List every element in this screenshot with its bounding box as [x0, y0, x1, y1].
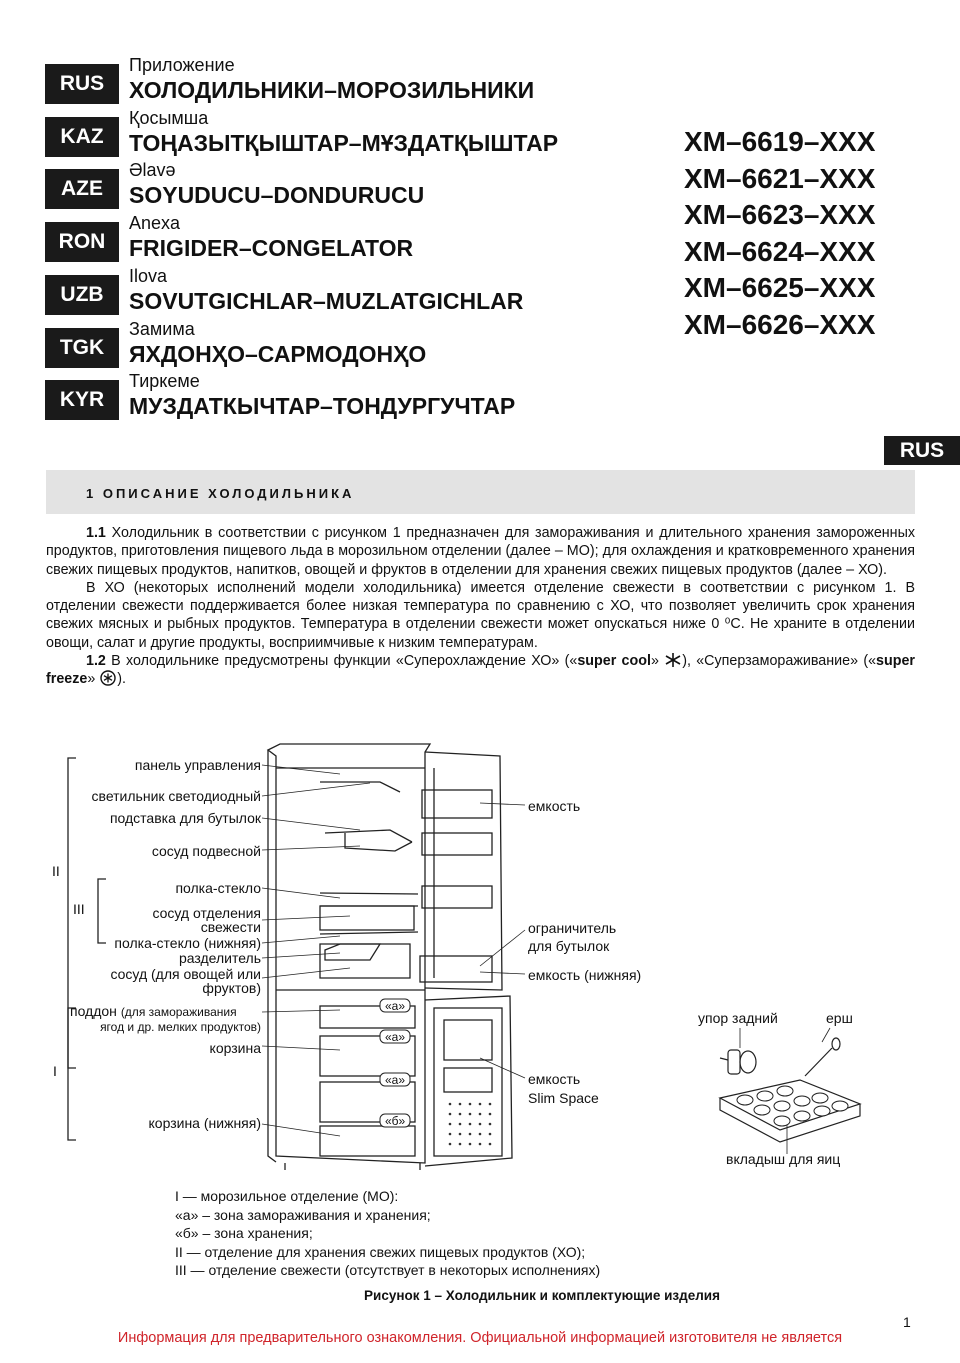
model-number: XM–6619–XXX: [684, 126, 876, 157]
lang-row-rus: [45, 57, 665, 107]
zone-tag: «а»: [385, 999, 406, 1013]
label-glass-shelf: полка-стекло: [175, 880, 261, 896]
clause-number: 1.2: [86, 653, 106, 670]
bracket-label-III: III: [73, 901, 85, 917]
lang-badge: RON: [45, 222, 119, 262]
lang-title: МУЗДАТКЫЧТАР–ТОНДУРГУЧТАР: [129, 393, 516, 419]
label-lower-glass-shelf: полка-стекло (нижняя): [114, 935, 261, 951]
label-control-panel: панель управления: [134, 757, 261, 773]
label-tray-text: поддон: [70, 1003, 117, 1019]
paragraph-1-2: [46, 652, 915, 689]
super-freeze-label: super freeze: [46, 653, 915, 688]
label-egg-tray: вкладыш для яиц: [726, 1151, 841, 1167]
label-bottle-holder: подставка для бутылок: [109, 810, 261, 826]
lang-badge: KYR: [45, 380, 119, 420]
paragraph-text: В холодильнике предусмотрены функции «Суперохлаждение ХО» («: [105, 653, 578, 670]
label-led-light: светильник светодиодный: [91, 788, 261, 804]
section-title: 1 ОПИСАНИЕ ХОЛОДИЛЬНИКА: [86, 486, 355, 501]
label-fresh-vessel: сосуд отделения: [152, 905, 261, 921]
lang-subtitle: Ilova: [129, 266, 168, 286]
model-number: XM–6621–XXX: [684, 162, 876, 194]
label-vegetable-vessel: сосуд (для овощей или: [110, 966, 261, 982]
legend-item: «б» – зона хранения;: [175, 1225, 313, 1241]
legend-item: I — морозильное отделение (МО):: [175, 1188, 399, 1204]
section-header: [46, 470, 915, 514]
label-lower-container: емкость (нижняя): [528, 967, 642, 983]
lang-row-kaz: [45, 110, 665, 160]
super-freeze-icon: [99, 670, 117, 686]
paragraph-1-1: [46, 524, 915, 579]
zone-tag: «а»: [385, 1073, 406, 1087]
lang-badge: RUS: [45, 64, 119, 104]
model-number: XM–6626–XXX: [684, 308, 876, 340]
label-fresh-vessel-2: свежести: [200, 919, 261, 935]
model-list: [684, 124, 875, 343]
page-number: 1: [903, 1314, 911, 1330]
legend-item: III — отделение свежести (отсутствует в некоторых исполнениях): [175, 1262, 601, 1278]
lang-badge: TGK: [45, 328, 119, 368]
figure-caption: Рисунок 1 – Холодильник и комплектующие изделия: [364, 1288, 720, 1303]
bracket-label-I: I: [53, 1063, 57, 1079]
lang-badge: KAZ: [45, 117, 119, 157]
lang-row-kyr: [45, 373, 665, 423]
paragraph-text: »: [650, 653, 665, 670]
lang-row-uzb: [45, 268, 665, 318]
label-bottle-limiter-2: для бутылок: [528, 938, 610, 954]
legend-item: II — отделение для хранения свежих пищевых продуктов (ХО);: [175, 1243, 586, 1260]
fridge-drawing: [40, 738, 920, 1178]
label-tray-note-2: ягод и др. мелких продуктов): [100, 1020, 261, 1034]
label-hanging-vessel: сосуд подвесной: [151, 843, 261, 859]
label-bottle-limiter: ограничитель: [528, 920, 617, 936]
lang-subtitle: Anexa: [129, 213, 181, 233]
lang-title: ТОҢАЗЫТҚЫШТАР–МҰЗДАТҚЫШТАР: [129, 130, 559, 156]
label-lower-basket: корзина (нижняя): [148, 1115, 261, 1131]
paragraph-text: Холодильник в соответствии с рисунком 1 предназначен для замораживания и длительного хранения замороженных продуктов, приготовления пищевого льда в морозильном отделении (далее – МО); для охлаждения и кратковременного хранения свежих пищевых продуктов, напитков, овощей и фруктов в отделении для хранения свежих пищевых продуктов (далее – ХО).: [46, 525, 915, 578]
model-number: XM–6625–XXX: [684, 272, 876, 303]
bracket-label-II: II: [52, 863, 60, 879]
label-slim-container: емкость: [528, 1071, 581, 1087]
language-tab: RUS: [884, 436, 960, 465]
paragraph-text: ).: [117, 671, 126, 688]
lang-title: SOYUDUCU–DONDURUCU: [129, 182, 425, 208]
model-number: XM–6623–XXX: [684, 199, 876, 230]
lang-subtitle: Приложение: [129, 55, 235, 75]
paragraph-text: »: [87, 671, 100, 688]
lang-subtitle: Замима: [129, 319, 195, 339]
legend-item: «а» – зона замораживания и хранения;: [175, 1206, 431, 1223]
lang-row-aze: [45, 162, 665, 212]
zone-tag: «а»: [385, 1030, 406, 1044]
label-slim-space: Slim Space: [528, 1090, 599, 1106]
lang-subtitle: Тиркеме: [129, 371, 200, 391]
lang-title: ХОЛОДИЛЬНИКИ–МОРОЗИЛЬНИКИ: [129, 77, 535, 103]
lang-row-tgk: [45, 321, 665, 371]
label-vegetable-vessel-2: фруктов): [202, 980, 261, 996]
model-number: XM–6624–XXX: [684, 235, 876, 267]
figure-1: [40, 738, 920, 1178]
lang-title: SOVUTGICHLAR–MUZLATGICHLAR: [129, 288, 524, 314]
figure-legend: [175, 1187, 600, 1280]
label-tray-note: (для замораживания: [120, 1005, 237, 1019]
zone-tag: «б»: [385, 1114, 406, 1128]
label-divider: разделитель: [178, 950, 261, 966]
super-cool-icon: [664, 652, 682, 668]
disclaimer-footer: Информация для предварительного ознакомления. Официальной информацией изготовителя не является: [117, 1330, 843, 1346]
super-cool-label: super cool: [577, 653, 651, 670]
lang-badge: UZB: [45, 275, 119, 315]
paragraph-fresh-zone: В ХО (некоторых исполнений модели холодильника) имеется отделение свежести в соответствии с рисунком 1. В отделении свежести поддерживается более низкая температура по сравнению с ХО, что позволяет увеличить срок хранения свежих мясных и рыбных продуктов. Температура в отделении свежести может опускаться ниже 0 ⁰С. Не храните в отделении овощи, салат и другие продукты, восприимчивые к низким температурам.: [46, 579, 915, 651]
lang-title: ЯХДОНҲО–САРМОДОНҲО: [129, 341, 427, 367]
clause-number: 1.1: [86, 525, 106, 541]
lang-subtitle: Əlavə: [129, 160, 176, 180]
body-text: [46, 524, 915, 689]
lang-badge: AZE: [45, 169, 119, 209]
label-basket: корзина: [209, 1040, 261, 1056]
lang-row-ron: [45, 215, 665, 265]
lang-subtitle: Қосымша: [129, 108, 209, 128]
label-brush: ерш: [826, 1010, 853, 1026]
label-container: емкость: [528, 798, 581, 814]
label-tray: [70, 1004, 237, 1020]
label-rear-stop: упор задний: [698, 1010, 778, 1026]
paragraph-text: ), «Суперзамораживание» («: [682, 653, 877, 670]
lang-title: FRIGIDER–CONGELATOR: [129, 235, 414, 261]
